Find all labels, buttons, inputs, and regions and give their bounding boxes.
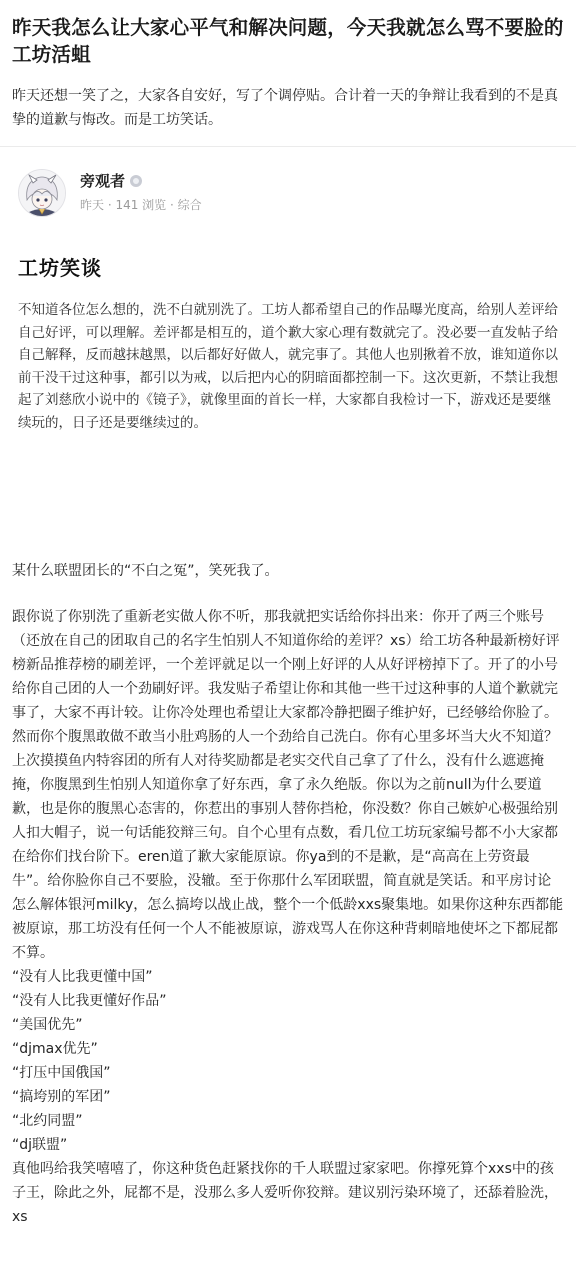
author-meta: 昨天 · 141 浏览 · 综合 (80, 198, 202, 212)
quote-line: “北约同盟” (12, 1113, 83, 1129)
paragraph-2: 跟你说了你别洗了重新老实做人你不听，那我就把实话给你抖出来：你开了两三个账号（还放在自己的团取自己的名字生怕别人不知道你给的差评？xs）给工坊各种最新榜好评榜新品推荐榜的刷差评，一个差评就足以一个刚上好评的人从好评榜掉下了。开了的小号给你自己团的人一个劲刷好评。我发贴子希望让你和其他一些干过这种事的人道个歉就完事了，大家不再计较。让你冷处理也希望让大家都冷静把圈子维护好，已经够给你脸了。然而你个腹黑敢做不敢当小肚鸡肠的人一个劲给自己洗白。你有心里多坏当大火不知道？上次摸摸鱼内特容团的所有人对待奖励都是老实交代自己拿了了什么，没有什么遮遮掩掩，你腹黑到生怕别人知道你拿了好东西，拿了永久绝版。你以为之前null为什么要道歉，也是你的腹黑心态害的，你惹出的事别人替你挡枪，你没数？你自己嫉妒心极强给别人扣大帽子，说一句话能狡辩三句。自个心里有点数，看几位工坊玩家编号都不小大家都在给你们找台阶下。eren道了歉大家能原谅。你ya到的不是歉，是“高高在上劳资最牛”。给你脸你自己不要脸，没辙。至于你那什么军团联盟，简直就是笑话。和平房讨论怎么解体银河milky，怎么搞垮以战止战，整个一个低龄xxs聚集地。如果你这种东西都能被原谅，那工坊没有任何一个人不能被原谅，游戏骂人在你这种背刺暗地使坏之下都屁都不算。 (12, 609, 564, 961)
quote-line: “djmax优先” (12, 1041, 98, 1057)
verify-badge-icon (130, 175, 142, 187)
embedded-post-screenshot (12, 169, 564, 509)
quote-line: “dj联盟” (12, 1137, 68, 1153)
closing-paragraph: 真他吗给我笑嘻嘻了，你这种货色赶紧找你的千人联盟过家家吧。你撑死算个xxs中的孩子王，除此之外，屁都不是，没那么多人爱听你狡辩。建议别污染环境了，还舔着脸洗，xs (12, 1161, 558, 1225)
author-row (18, 169, 564, 229)
quote-line: “没有人比我更懂好作品” (12, 993, 167, 1009)
paragraph-1: 某什么联盟团长的“不白之冤”，笑死我了。 (12, 563, 279, 579)
avatar[interactable] (18, 169, 66, 217)
post-title: 昨天我怎么让大家心平气和解决问题，今天我就怎么骂不要脸的工坊活蛆 (12, 16, 564, 66)
anime-avatar-icon (19, 170, 65, 216)
quote-line: “没有人比我更懂中国” (12, 969, 153, 985)
author-name-text: 旁观者 (80, 172, 126, 190)
post-intro: 昨天还想一笑了之，大家各自安好，写了个调停贴。合计着一天的争辩让我看到的不是真挚的道歉与悔改。而是工坊笑话。 (12, 88, 558, 128)
quote-list (12, 965, 564, 1157)
quote-line: “美国优先” (12, 1017, 83, 1033)
embedded-post-body: 不知道各位怎么想的，洗不白就别洗了。工坊人都希望自己的作品曝光度高，给别人差评给自己好评，可以理解。差评都是相互的，道个歉大家心理有数就完了。没必要一直发帖子给自己解释，反而越抹越黑，以后都好好做人，就完事了。其他人也别揪着不放，谁知道你以前干没干过这种事，都引以为戒，以后把内心的阴暗面都控制一下。这次更新，不禁让我想起了刘慈欣小说中的《镜子》，就像里面的首长一样，大家都自我检讨一下，游戏还是要继续玩的，日子还是要继续过的。 (18, 302, 558, 431)
quote-line: “打压中国俄国” (12, 1065, 111, 1081)
author-name[interactable] (80, 172, 142, 190)
quote-line: “搞垮别的军团” (12, 1089, 111, 1105)
embedded-post-title: 工坊笑谈 (18, 256, 102, 280)
divider (0, 146, 576, 147)
